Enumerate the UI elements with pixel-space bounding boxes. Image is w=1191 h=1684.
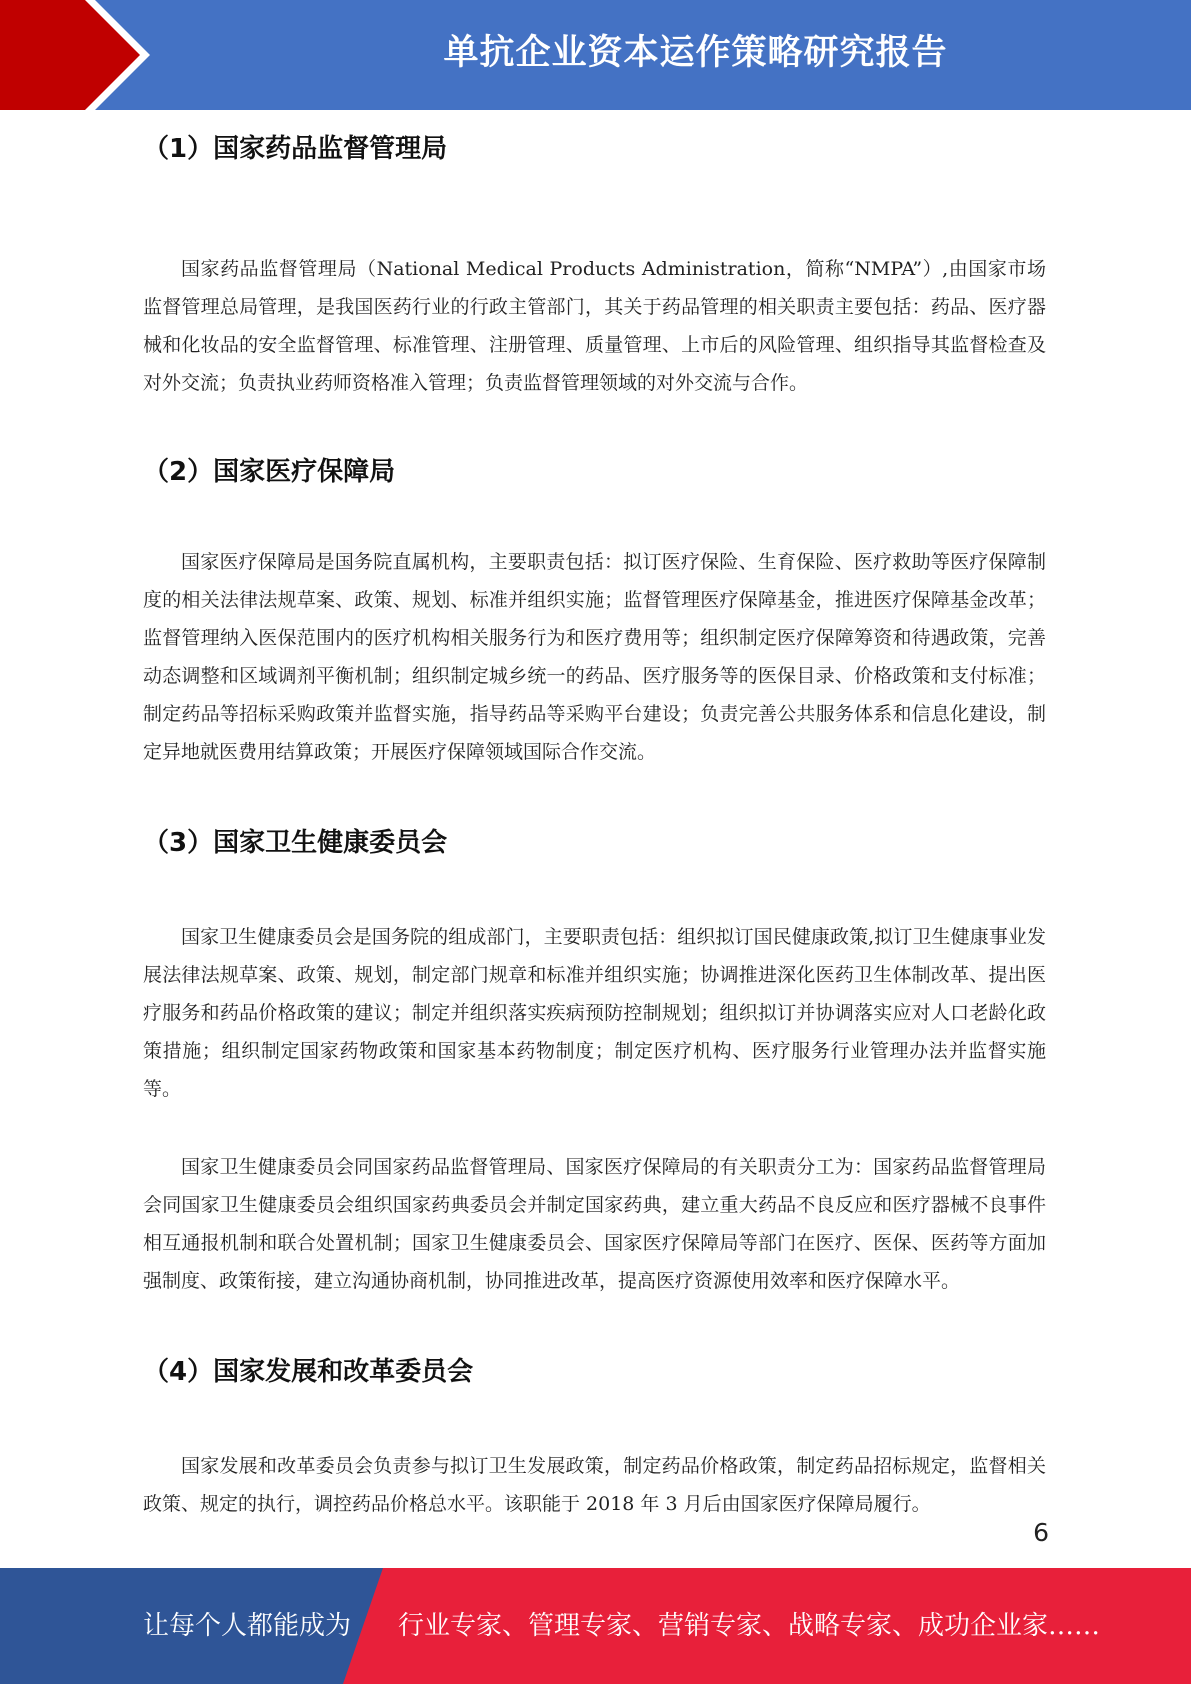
section-heading: （1）国家药品监督管理局 bbox=[143, 134, 448, 164]
section-heading: （2）国家医疗保障局 bbox=[143, 457, 396, 487]
main-content bbox=[143, 126, 1046, 1523]
section-paragraph: 国家发展和改革委员会负责参与拟订卫生发展政策，制定药品价格政策，制定药品招标规定，监督相关政策、规定的执行，调控药品价格总水平。该职能于 2018 年 3 月后由国家医疗保障局履行。 bbox=[143, 1455, 1046, 1515]
section-paragraph: 国家卫生健康委员会同国家药品监督管理局、国家医疗保障局的有关职责分工为：国家药品监督管理局会同国家卫生健康委员会组织国家药典委员会并制定国家药典，建立重大药品不良反应和医疗器械不良事件相互通报机制和联合处置机制；国家卫生健康委员会、国家医疗保障局等部门在医疗、医保、医药等方面加强制度、政策衔接，建立沟通协商机制，协同推进改革，提高医疗资源使用效率和医疗保障水平。 bbox=[143, 1156, 1046, 1292]
section-paragraph: 国家药品监督管理局（National Medical Products Administration，简称“NMPA”）,由国家市场监督管理总局管理，是我国医药行业的行政主管部门，其关于药品管理的相关职责主要包括：药品、医疗器械和化妆品的安全监督管理、标准管理、注册管理、质量管理、上市后的风险管理、组织指导其监督检查及对外交流；负责执业药师资格准入管理；负责监督管理领域的对外交流与合作。 bbox=[143, 258, 1046, 394]
section-paragraph: 国家医疗保障局是国务院直属机构，主要职责包括：拟订医疗保险、生育保险、医疗救助等医疗保障制度的相关法律法规草案、政策、规划、标准并组织实施；监督管理医疗保障基金，推进医疗保障基金改革；监督管理纳入医保范围内的医疗机构相关服务行为和医疗费用等；组织制定医疗保障筹资和待遇政策，完善动态调整和区域调剂平衡机制；组织制定城乡统一的药品、医疗服务等的医保目录、价格政策和支付标准；制定药品等招标采购政策并监督实施，指导药品等采购平台建设；负责完善公共服务体系和信息化建设，制定异地就医费用结算政策；开展医疗保障领域国际合作交流。 bbox=[143, 551, 1046, 763]
footer-slogan-right: 行业专家、管理专家、营销专家、战略专家、成功企业家…… bbox=[398, 1611, 1101, 1641]
report-title: 单抗企业资本运作策略研究报告 bbox=[443, 33, 948, 73]
page-header bbox=[0, 0, 1191, 110]
section-heading: （3）国家卫生健康委员会 bbox=[143, 828, 448, 858]
page-footer bbox=[0, 1568, 1191, 1684]
section-heading: （4）国家发展和改革委员会 bbox=[143, 1357, 474, 1387]
page-number: 6 bbox=[1033, 1518, 1049, 1547]
section-paragraph: 国家卫生健康委员会是国务院的组成部门，主要职责包括：组织拟订国民健康政策,拟订卫生健康事业发展法律法规草案、政策、规划，制定部门规章和标准并组织实施；协调推进深化医药卫生体制改革、提出医疗服务和药品价格政策的建议；制定并组织落实疾病预防控制规划；组织拟订并协调落实应对人口老龄化政策措施；组织制定国家药物政策和国家基本药物制度；制定医疗机构、医疗服务行业管理办法并监督实施等。 bbox=[143, 926, 1046, 1100]
footer-slogan-left: 让每个人都能成为 bbox=[143, 1611, 352, 1641]
